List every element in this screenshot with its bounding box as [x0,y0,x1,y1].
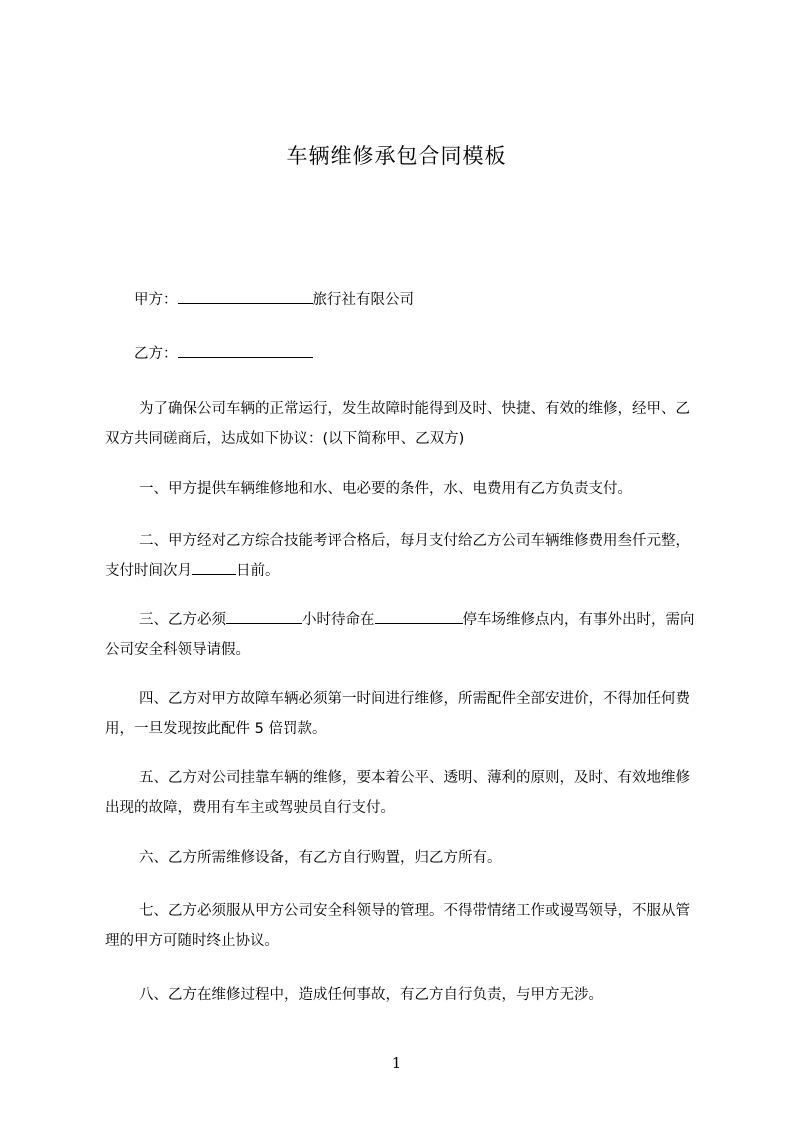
clause-7-paragraph [105,896,701,956]
clause-6-paragraph [105,843,701,873]
party-a-line [105,285,701,315]
clause-4-paragraph [105,684,701,744]
page-number: 1 [391,1054,402,1072]
clause-3-text-part2: 小时待命在 [302,612,375,628]
party-a-suffix: 旅行社有限公司 [312,292,414,308]
clause-3-paragraph [105,605,701,665]
clause-8-text: 八、乙方在维修过程中，造成任何事故，有乙方自行负责，与甲方无涉。 [139,987,603,1003]
clause-5-paragraph [105,763,701,823]
clause-3-text-part3: 停车场维修点内，有事外出时，需向公司安全科领导请假。 [105,612,695,658]
standby-hours-blank [226,605,302,624]
party-b-label: 乙方： [134,346,178,362]
document-title: 车辆维修承包合同模板 [286,144,507,168]
clause-7-text: 七、乙方必须服从甲方公司安全科领导的管理。不得带情绪工作或谩骂领导，不服从管理的甲方可随时终止协议。 [105,903,690,949]
party-b-name-blank [178,339,313,358]
clause-2-text-part1: 二、甲方经对乙方综合技能考评合格后，每月支付给乙方公司车辆维修费用叁仟元整，支付时间次月 [105,533,690,579]
preamble-text: 为了确保公司车辆的正常运行，发生故障时能得到及时、快捷、有效的维修，经甲、乙双方共同磋商后，达成如下协议：(以下简称甲、乙双方) [105,401,690,447]
payment-day-blank [192,556,236,575]
clause-1-text: 一、甲方提供车辆维修地和水、电必要的条件，水、电费用有乙方负责支付。 [139,481,632,497]
clause-2-text-part2: 日前。 [236,563,280,579]
party-a-name-blank [178,285,313,304]
clause-6-text: 六、乙方所需维修设备，有乙方自行购置，归乙方所有。 [139,850,502,866]
clause-2-paragraph [105,526,701,586]
clause-4-text: 四、乙方对甲方故障车辆必须第一时间进行维修，所需配件全部安进价，不得加任何费用，一旦发现按此配件 5 倍罚款。 [105,691,690,737]
clause-3-text-part1: 三、乙方必须 [139,612,226,628]
clause-8-paragraph [105,980,701,1010]
clause-1-paragraph [105,474,701,504]
clause-5-text: 五、乙方对公司挂靠车辆的维修，要本着公平、透明、薄利的原则，及时、有效地维修出现的故障，费用有车主或驾驶员自行支付。 [105,770,690,816]
party-a-label: 甲方： [134,292,178,308]
party-b-line [105,339,701,369]
preamble-paragraph [105,394,701,454]
parking-lot-blank [375,605,463,624]
